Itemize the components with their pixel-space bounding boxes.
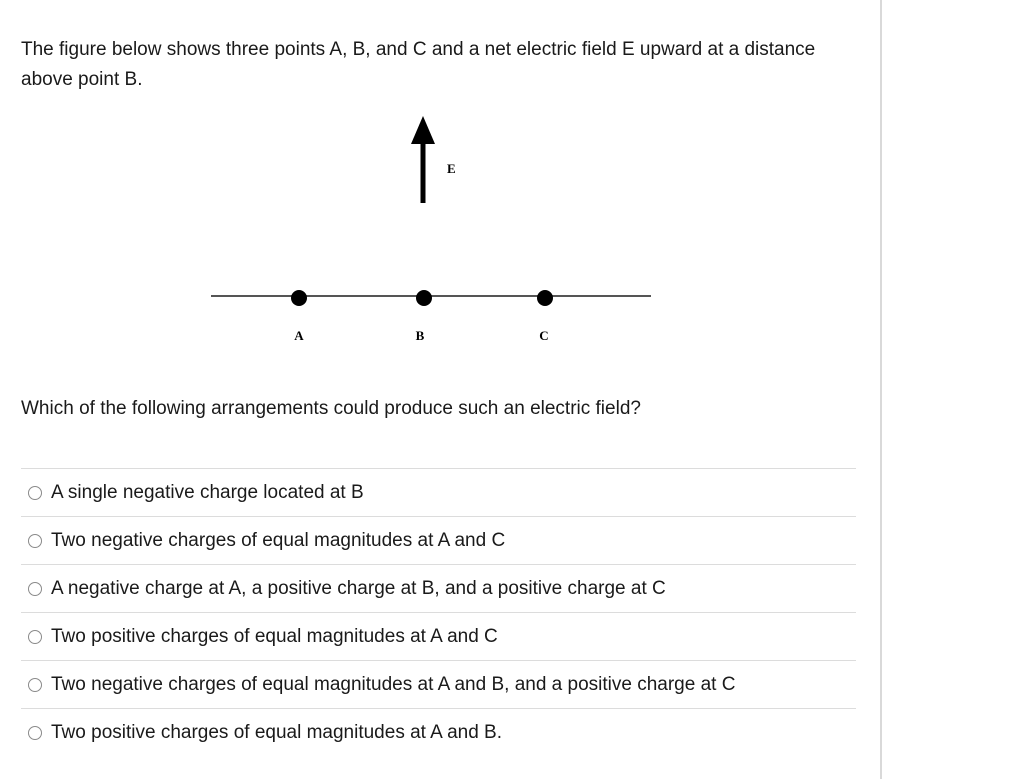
point-label-a: A [294,328,304,343]
point-a-dot [291,290,307,306]
answer-option-6[interactable] [21,709,856,756]
answer-option-label: Two positive charges of equal magnitudes at A and C [51,625,498,647]
answer-option-3[interactable] [21,565,856,613]
answer-option-2[interactable] [21,517,856,565]
radio-button[interactable] [28,486,42,500]
question-intro-text: The figure below shows three points A, B, and C and a net electric field E upward at a distance above point B. [21,39,816,90]
answer-option-1[interactable] [21,469,856,517]
field-label-e: E [447,161,456,176]
right-panel-divider [880,0,882,779]
answer-option-label: Two negative charges of equal magnitudes at A and B, and a positive charge at C [51,673,736,695]
radio-button[interactable] [28,630,42,644]
figure-svg [200,110,660,350]
field-arrow-head [411,116,435,144]
radio-button[interactable] [28,582,42,596]
radio-button[interactable] [28,726,42,740]
point-b-dot [416,290,432,306]
electric-field-figure [200,110,660,350]
answer-option-4[interactable] [21,613,856,661]
answer-options-list [21,468,856,756]
radio-button[interactable] [28,534,42,548]
answer-option-label: Two positive charges of equal magnitudes at A and B. [51,721,503,743]
point-label-c: C [539,328,549,343]
point-label-b: B [415,328,425,343]
answer-option-5[interactable] [21,661,856,709]
answer-option-label: Two negative charges of equal magnitudes at A and C [51,529,506,551]
answer-option-label: A negative charge at A, a positive charge at B, and a positive charge at C [51,577,666,599]
answer-option-label: A single negative charge located at B [51,481,364,503]
point-c-dot [537,290,553,306]
radio-button[interactable] [28,678,42,692]
question-prompt-text: Which of the following arrangements could produce such an electric field? [21,398,641,419]
